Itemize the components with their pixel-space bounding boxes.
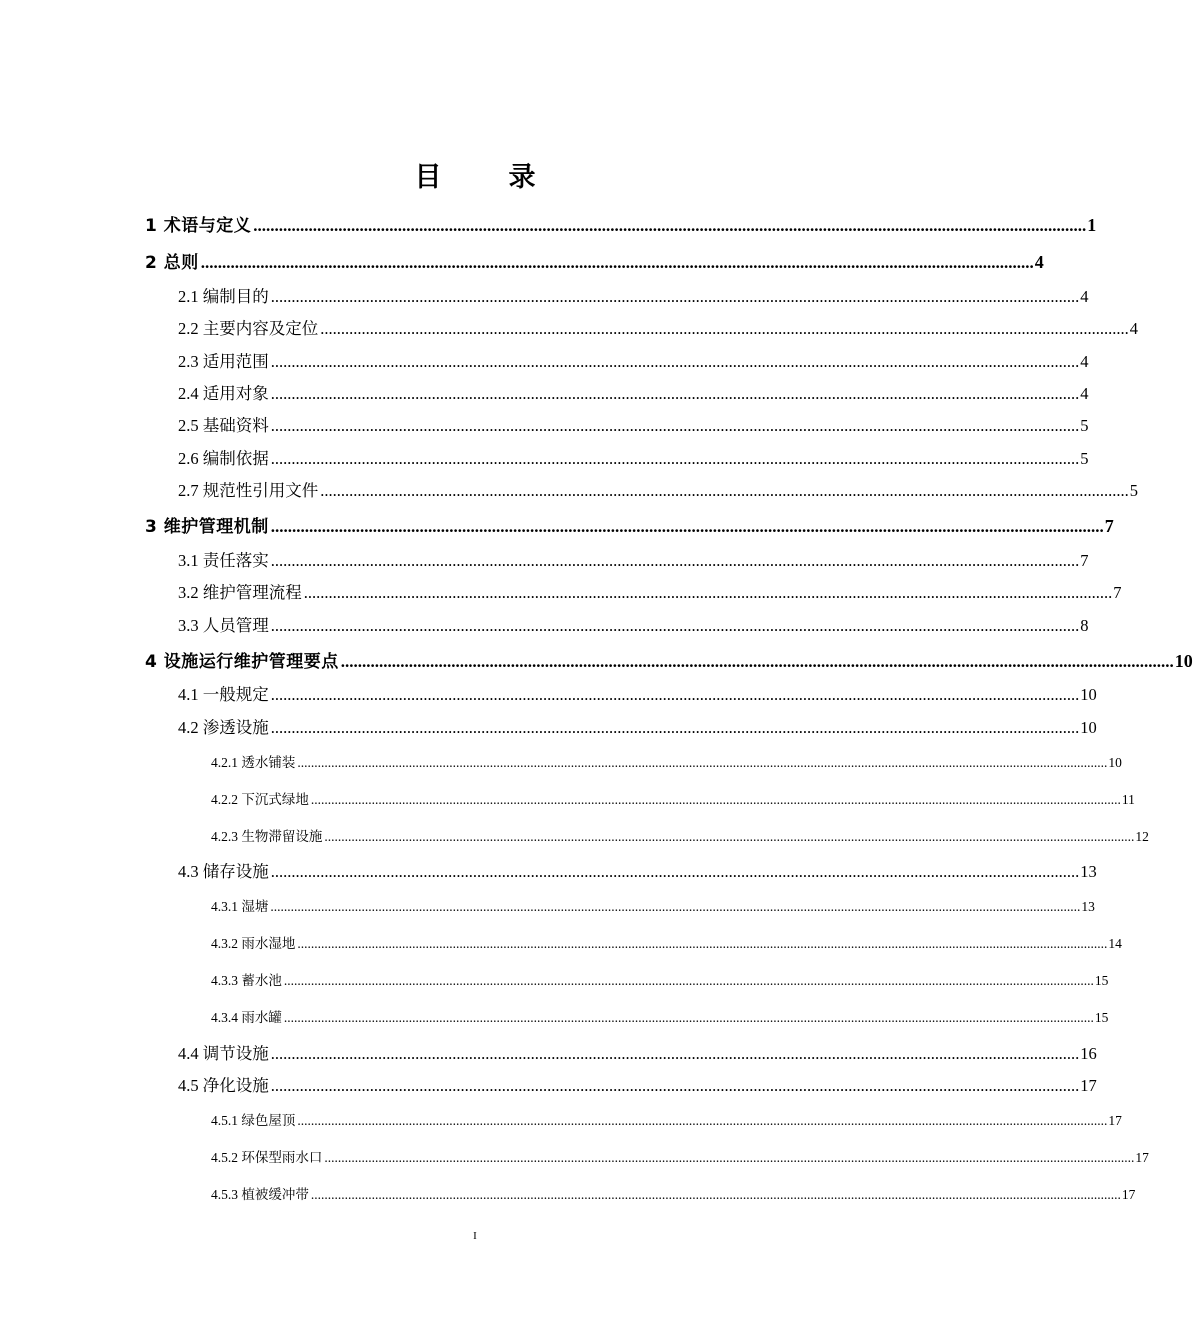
toc-entry-page: 17 [1135, 1150, 1149, 1165]
dot-leader: .................................................................................................................................................................................................... [270, 1044, 1080, 1063]
toc-entry[interactable] [211, 1146, 1149, 1166]
toc-entry-page: 4 [1129, 319, 1138, 338]
dot-leader: .................................................................................................................................................................................................... [270, 616, 1080, 635]
toc-entry[interactable] [178, 579, 1122, 603]
toc-entry-label: 2.3 适用范围 [178, 352, 269, 371]
toc-entry-label: 2.6 编制依据 [178, 449, 269, 468]
toc-entry-label: 3.3 人员管理 [178, 616, 269, 635]
toc-entry-page: 8 [1080, 616, 1089, 635]
toc-entry[interactable] [178, 445, 1089, 469]
page-title: 目 录 [414, 162, 556, 193]
toc-entry-label: 2.4 适用对象 [178, 384, 269, 403]
toc-entry-page: 10 [1174, 651, 1193, 671]
toc-entry-label: 2.5 基础资料 [178, 416, 269, 435]
dot-leader: .................................................................................................................................................................................................... [200, 253, 1034, 272]
dot-leader: ................................................................................................................................................................................................................................................ [283, 973, 1094, 988]
toc-entry-page: 17 [1108, 1113, 1122, 1128]
toc-entry-page: 10 [1108, 755, 1122, 770]
toc-entry-label: 4.5.3 植被缓冲带 [211, 1187, 309, 1202]
toc-entry-page: 15 [1094, 1010, 1109, 1025]
toc-entry-page: 7 [1104, 516, 1114, 536]
toc-entry-page: 15 [1094, 973, 1109, 988]
dot-leader: .................................................................................................................................................................................................... [270, 685, 1080, 704]
toc-entry[interactable] [145, 248, 1044, 273]
toc-entry-label: 1 术语与定义 [145, 216, 252, 236]
toc-entry-label: 4.3 储存设施 [178, 862, 269, 881]
toc-entry-page: 11 [1121, 792, 1135, 807]
toc-entry[interactable] [178, 612, 1089, 636]
toc-entry-label: 4.1 一般规定 [178, 685, 269, 704]
toc-entry-label: 2.2 主要内容及定位 [178, 319, 319, 338]
toc-entry-label: 2.1 编制目的 [178, 287, 269, 306]
toc-entry-page: 13 [1080, 862, 1097, 881]
dot-leader: .................................................................................................................................................................................................... [320, 481, 1129, 500]
dot-leader: .................................................................................................................................................................................................... [270, 384, 1080, 403]
toc-entry[interactable] [211, 788, 1135, 808]
toc-entry-page: 5 [1129, 481, 1138, 500]
toc-entry[interactable] [211, 1006, 1109, 1026]
toc-entry-page: 13 [1081, 899, 1095, 914]
toc-entry[interactable] [211, 969, 1109, 989]
toc-entry-label: 4.5 净化设施 [178, 1076, 269, 1095]
toc-entry-page: 5 [1080, 449, 1089, 468]
toc-entry[interactable] [178, 547, 1089, 571]
toc-entry[interactable] [145, 647, 1193, 672]
toc-entry[interactable] [178, 1040, 1097, 1064]
toc-entry[interactable] [178, 283, 1089, 307]
toc-entry-label: 4.2.3 生物滞留设施 [211, 829, 323, 844]
dot-leader: .................................................................................................................................................................................................... [270, 416, 1080, 435]
toc-entry-label: 3.1 责任落实 [178, 551, 269, 570]
toc-entry-label: 4.4 调节设施 [178, 1044, 269, 1063]
dot-leader: .................................................................................................................................................................................................... [270, 551, 1080, 570]
toc-entry-label: 4.2.2 下沉式绿地 [211, 792, 309, 807]
toc-entry-page: 17 [1080, 1076, 1097, 1095]
toc-entry[interactable] [178, 315, 1138, 339]
toc-entry[interactable] [178, 714, 1097, 738]
dot-leader: .................................................................................................................................................................................................... [303, 583, 1113, 602]
toc-entry[interactable] [211, 895, 1095, 915]
toc-entry-label: 4.3.4 雨水罐 [211, 1010, 282, 1025]
toc-entry[interactable] [145, 512, 1114, 537]
dot-leader: .................................................................................................................................................................................................... [320, 319, 1129, 338]
toc-entry-label: 2 总则 [145, 253, 199, 273]
page-footer-number: I [473, 1230, 477, 1242]
dot-leader: ................................................................................................................................................................................................................................................ [283, 1010, 1094, 1025]
toc-entry-label: 4.2 渗透设施 [178, 718, 269, 737]
toc-entry[interactable] [211, 932, 1122, 952]
toc-entry-page: 4 [1080, 384, 1089, 403]
dot-leader: .................................................................................................................................................................................................... [270, 517, 1104, 536]
toc-entry-label: 4.2.1 透水铺装 [211, 755, 296, 770]
dot-leader: ................................................................................................................................................................................................................................................ [324, 829, 1135, 844]
toc-entry[interactable] [178, 412, 1089, 436]
dot-leader: ................................................................................................................................................................................................................................................ [310, 1187, 1121, 1202]
toc-entry-label: 3 维护管理机制 [145, 517, 269, 537]
toc-entry-page: 7 [1080, 551, 1089, 570]
dot-leader: .................................................................................................................................................................................................... [270, 352, 1080, 371]
dot-leader: .................................................................................................................................................................................................... [340, 652, 1174, 671]
toc-entry-label: 4.3.3 蓄水池 [211, 973, 282, 988]
toc-entry-label: 4 设施运行维护管理要点 [145, 652, 339, 672]
toc-entry-page: 5 [1080, 416, 1089, 435]
toc-entry-page: 16 [1080, 1044, 1097, 1063]
dot-leader: ................................................................................................................................................................................................................................................ [297, 755, 1108, 770]
dot-leader: ................................................................................................................................................................................................................................................ [297, 1113, 1108, 1128]
toc-entry-label: 4.5.2 环保型雨水口 [211, 1150, 323, 1165]
toc-entry-label: 4.5.1 绿色屋顶 [211, 1113, 296, 1128]
toc-entry-page: 14 [1108, 936, 1122, 951]
dot-leader: ................................................................................................................................................................................................................................................ [310, 792, 1121, 807]
dot-leader: .................................................................................................................................................................................................... [270, 287, 1080, 306]
toc-entry-label: 4.3.1 湿塘 [211, 899, 269, 914]
toc-entry-page: 17 [1121, 1187, 1136, 1202]
toc-entry[interactable] [178, 858, 1097, 882]
dot-leader: .................................................................................................................................................................................................... [253, 216, 1087, 235]
dot-leader: .................................................................................................................................................................................................... [270, 1076, 1080, 1095]
toc-entry-page: 4 [1080, 352, 1089, 371]
toc-entry[interactable] [211, 1109, 1122, 1129]
toc-entry[interactable] [178, 348, 1089, 372]
toc-entry-label: 2.7 规范性引用文件 [178, 481, 319, 500]
toc-entry-label: 4.3.2 雨水湿地 [211, 936, 296, 951]
toc-entry[interactable] [211, 825, 1149, 845]
toc-entry-page: 4 [1034, 252, 1044, 272]
toc-entry-label: 3.2 维护管理流程 [178, 583, 302, 602]
toc-entry[interactable] [211, 751, 1122, 771]
toc-entry-page: 10 [1080, 685, 1097, 704]
dot-leader: .................................................................................................................................................................................................... [270, 449, 1080, 468]
toc-entry-page: 4 [1080, 287, 1089, 306]
dot-leader: ................................................................................................................................................................................................................................................ [324, 1150, 1135, 1165]
toc-entry-page: 10 [1080, 718, 1097, 737]
toc-entry[interactable] [178, 681, 1097, 705]
toc-entry-page: 7 [1113, 583, 1122, 602]
toc-entry[interactable] [178, 380, 1089, 404]
dot-leader: .................................................................................................................................................................................................... [270, 862, 1080, 881]
toc-entry[interactable] [178, 477, 1138, 501]
toc-entry[interactable] [145, 211, 1097, 236]
toc-entry-page: 1 [1087, 215, 1097, 235]
dot-leader: .................................................................................................................................................................................................... [270, 718, 1080, 737]
toc-entry[interactable] [211, 1183, 1136, 1203]
dot-leader: ................................................................................................................................................................................................................................................ [270, 899, 1081, 914]
dot-leader: ................................................................................................................................................................................................................................................ [297, 936, 1108, 951]
toc-entry[interactable] [178, 1072, 1097, 1096]
toc-entry-page: 12 [1135, 829, 1149, 844]
